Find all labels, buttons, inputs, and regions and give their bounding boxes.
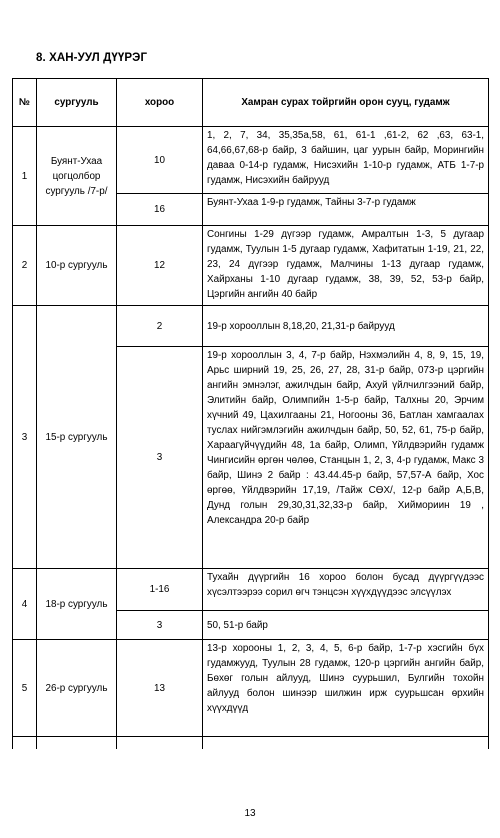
table-row [13, 306, 489, 347]
horoo-cell: 1-16 [117, 569, 203, 611]
table-row [13, 226, 489, 306]
school-name [37, 737, 117, 749]
address-cell: 1, 2, 7, 34, 35,35а,58, 61, 61-1 ,61-2, 62 ,63, 63-1, 64,66,67,68-р байр, 3 байшин, цаг уурын байр, Морингийн даваа 0-14-р гудамж, Нисэхийн 1-10-р гудамж, АТБ 1-7-р гудамж, Нисэхийн байрууд [203, 127, 489, 194]
address-cell: Буянт-Ухаа 1-9-р гудамж, Тайны 3-7-р гудамж [203, 194, 489, 226]
address-cell: 50, 51-р байр [203, 611, 489, 640]
page-number: 13 [244, 808, 256, 819]
row-number: 4 [13, 569, 37, 640]
section-title: 8. ХАН-УУЛ ДҮҮРЭГ [36, 52, 148, 64]
row-number: 1 [13, 127, 37, 226]
address-cell: Тухайн дүүргийн 16 хороо болон бусад дүүргүүдээс хүсэлтээрээ сорил өгч тэнцсэн хүүхдүүдээс элсүүлэх [203, 569, 489, 611]
row-number: 5 [13, 640, 37, 737]
header-horoo: хороо [117, 79, 203, 127]
school-name: 10-р сургууль [37, 226, 117, 306]
header-address: Хамран сурах тойргийн орон сууц, гудамж [203, 79, 489, 127]
horoo-cell: 12 [117, 226, 203, 306]
table-row [13, 737, 489, 749]
address-cell: 19-р хорооллын 3, 4, 7-р байр, Нэхмэлийн 4, 8, 9, 15, 19, Арьс ширний 19, 25, 26, 27, 28, 31-р байр, 073-р цэргийн ангийн эмнэлэг, ажилчдын байр, Ахуй үйлчилгээний байр, Элитийн байр, Олимпийн 1-5-р байр, Талхны 20, Эрчим хүчний 49, Цахилгааны 21, Ногооны 36, Батлан хамгаалах туслах нийгэмлэгийн ажилчдын байр, 50, 52, 61, 75-р байр, Хараагүйчүүдийн 48, 1а байр, Олимп, Үйлдвэрийн гудамж Чингисийн өргөн чөлөө, Станцын 1, 2, 3, 4-р гудамж, Макс 3 байр, Шинэ 2 байр : 43.44.45-р байр, 57,57-А байр, Хос өргөө, Үйлдвэрийн 17,19, /Тайж СӨХ/, 12-р байр А,Б,В, Дунд голын 29,30,31,32,33-р байр, Хиймориин 19 , Александра 20-р байр [203, 347, 489, 569]
horoo-cell: 2 [117, 306, 203, 347]
horoo-cell: 10 [117, 127, 203, 194]
row-number: 2 [13, 226, 37, 306]
address-cell: Сонгины 1-29 дүгээр гудамж, Амралтын 1-3, 5 дугаар гудамж, Туулын 1-5 дугаар гудамж, Хафитатын 1-19, 21, 22, 23, 24 дүгээр гудамж, Малчины 1-13 дугаар гудамж, Хайрханы 1-10 дугаар гудамж, 38, 39, 52, 53-р байр, Цэргийн ангийн 40 байр [203, 226, 489, 306]
row-number [13, 737, 37, 749]
school-name: 15-р сургууль [37, 306, 117, 569]
horoo-cell: 3 [117, 611, 203, 640]
header-school: сургууль [37, 79, 117, 127]
row-number: 3 [13, 306, 37, 569]
address-cell: 19-р хорооллын 8,18,20, 21,31-р байрууд [203, 306, 489, 347]
horoo-cell: 16 [117, 194, 203, 226]
address-cell [203, 737, 489, 749]
table-row [13, 569, 489, 611]
table-row [13, 640, 489, 737]
header-number: № [13, 79, 37, 127]
school-name: Буянт-Ухаа цогцолбор сургууль /7-р/ [37, 127, 117, 226]
table-header-row [13, 79, 489, 127]
horoo-cell: 13 [117, 640, 203, 737]
school-name: 26-р сургууль [37, 640, 117, 737]
table-row [13, 127, 489, 194]
school-district-table [12, 78, 489, 749]
school-name: 18-р сургууль [37, 569, 117, 640]
horoo-cell: 3 [117, 347, 203, 569]
address-cell: 13-р хорооны 1, 2, 3, 4, 5, 6-р байр, 1-7-р хэсгийн бүх гудамжууд, Туулын 28 гудамж, 120-р цэргийн ангийн байр, Бөхөг голын айлууд, Шинэ суурьшил, Булгийн тохойн айлууд болон шинээр шилжин ирж суурьшсан өрхийн хүүхдүүд [203, 640, 489, 737]
horoo-cell [117, 737, 203, 749]
